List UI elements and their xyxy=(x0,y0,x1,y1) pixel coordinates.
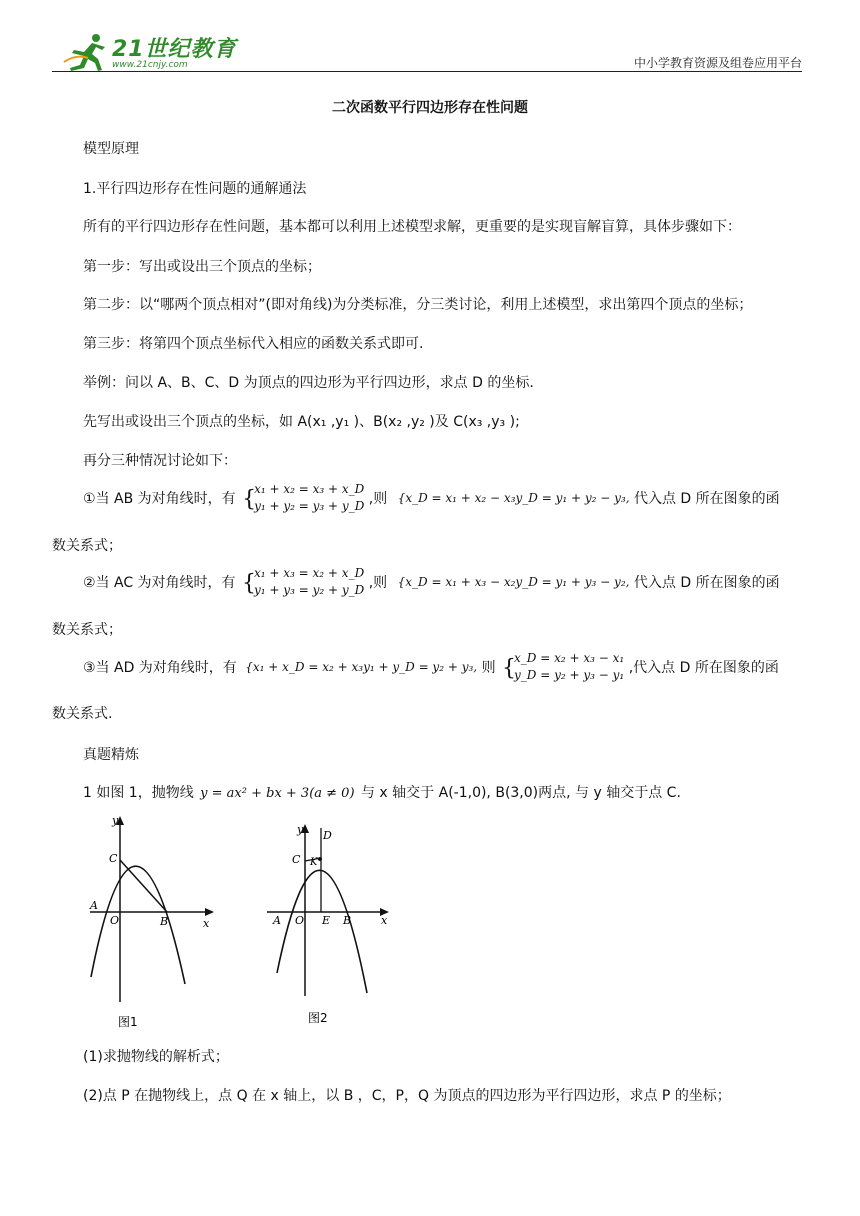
case-ab-eq-x: x₁ + x₂ = x₃ + x_D xyxy=(254,482,365,496)
fig1-label-b: B xyxy=(160,915,169,928)
case-ab-result: {x_D = x₁ + x₂ − x₃y_D = y₁ + y₂ − y₃, xyxy=(397,491,630,505)
case-ad-then: 则 xyxy=(481,660,496,676)
case-ac-then: ,则 xyxy=(368,575,388,591)
page-title: 二次函数平行四边形存在性问题 xyxy=(332,100,528,116)
case-ad-substitute: ,代入点 D 所在图象的函 xyxy=(628,660,779,676)
fig1-parabola xyxy=(91,866,185,984)
fig2-caption: 图2 xyxy=(308,1011,328,1025)
fig2-label-k: K xyxy=(310,857,318,868)
figure-2 xyxy=(265,818,400,1032)
case-ac-result: {x_D = x₁ + x₃ − x₂y_D = y₁ + y₃ − y₂, xyxy=(397,575,630,589)
case-ac-system: { x₁ + x₃ = x₂ + x_D y₁ + y₃ = y₂ + y_D xyxy=(242,566,365,597)
case-ab-then: ,则 xyxy=(368,491,388,507)
logo-text: 21世纪教育 xyxy=(112,37,237,62)
fig2-label-x: x xyxy=(381,914,388,927)
step-three: 第三步：将第四个顶点坐标代入相应的函数关系式即可. xyxy=(83,336,424,352)
logo-url: www.21cnjy.com xyxy=(112,60,188,70)
page-header xyxy=(52,30,802,74)
fig1-segment-cb xyxy=(120,860,167,912)
fig1-caption: 图1 xyxy=(118,1015,138,1029)
fig2-parabola xyxy=(277,870,367,993)
coordinates-text: 先写出或设出三个顶点的坐标，如 A(x₁ ,y₁ )、B(x₂ ,y₂ )及 C(x₃ ,y₃ ); xyxy=(83,414,520,430)
fig2-label-y: y xyxy=(297,823,304,836)
case-ad-system: {x₁ + x_D = x₂ + x₃y₁ + y_D = y₂ + y₃, xyxy=(245,660,478,674)
fig2-label-d: D xyxy=(323,829,332,842)
case-ac-continuation: 数关系式； xyxy=(52,622,122,638)
fig1-label-x: x xyxy=(203,917,210,930)
fig2-label-c: C xyxy=(292,853,301,866)
case-ab-line xyxy=(83,481,780,521)
case-ab-continuation: 数关系式； xyxy=(52,538,122,554)
case-ad-continuation: 数关系式. xyxy=(52,706,113,722)
question-1-part-2: (2)点 P 在抛物线上，点 Q 在 x 轴上，以 B ，C，P，Q 为顶点的四边形为平行四边形，求点 P 的坐标； xyxy=(83,1088,731,1104)
figure-1 xyxy=(85,812,220,1032)
fig1-label-a: A xyxy=(90,899,98,912)
cases-intro: 再分三种情况讨论如下： xyxy=(83,453,237,469)
question-1-statement xyxy=(83,782,681,802)
section-heading-model: 模型原理 xyxy=(83,141,139,157)
case-ab-intro: ①当 AB 为对角线时，有 xyxy=(83,491,236,507)
fig1-label-o: O xyxy=(110,914,120,927)
case-ac-eq-y: y₁ + y₃ = y₂ + y_D xyxy=(254,583,365,597)
question-1-rest: 与 x 轴交于 A(-1,0), B(3,0)两点, 与 y 轴交于点 C. xyxy=(360,785,681,801)
case-ab-system: { x₁ + x₂ = x₃ + x_D y₁ + y₂ = y₃ + y_D xyxy=(242,482,365,513)
case-ac-substitute: 代入点 D 所在图象的函 xyxy=(633,575,780,591)
fig2-label-e: E xyxy=(322,914,331,927)
case-ac-intro: ②当 AC 为对角线时，有 xyxy=(83,575,236,591)
fig2-label-a: A xyxy=(273,914,281,927)
case-ab-substitute: 代入点 D 所在图象的函 xyxy=(633,491,780,507)
example-text: 举例：问以 A、B、C、D 为顶点的四边形为平行四边形，求点 D 的坐标. xyxy=(83,375,534,391)
subsection-heading: 1.平行四边形存在性问题的通解通法 xyxy=(83,181,307,197)
case-ad-res-y: y_D = y₂ + y₃ − y₁ xyxy=(514,668,625,682)
case-ad-result: { x_D = x₂ + x₃ − x₁ y_D = y₂ + y₃ − y₁ xyxy=(502,651,625,682)
fig2-point-k xyxy=(318,857,322,861)
section-heading-practice: 真题精炼 xyxy=(83,747,139,763)
paragraph-intro: 所有的平行四边形存在性问题，基本都可以利用上述模型求解，更重要的是实现盲解盲算，具体步骤如下： xyxy=(83,219,741,235)
header-platform-text: 中小学教育资源及组卷应用平台 xyxy=(633,56,802,70)
fig1-label-y: y xyxy=(112,814,119,827)
runner-logo-icon xyxy=(62,32,110,72)
case-ad-line xyxy=(83,650,779,690)
case-ad-res-x: x_D = x₂ + x₃ − x₁ xyxy=(514,651,625,665)
fig2-label-b: B xyxy=(343,914,352,927)
fig1-label-c: C xyxy=(109,852,118,865)
logo xyxy=(62,32,262,74)
step-one: 第一步：写出或设出三个顶点的坐标； xyxy=(83,259,321,275)
case-ac-eq-x: x₁ + x₃ = x₂ + x_D xyxy=(254,566,365,580)
case-ac-line xyxy=(83,565,780,605)
case-ab-eq-y: y₁ + y₂ = y₃ + y_D xyxy=(254,499,365,513)
question-1-equation: y = ax² + bx + 3(a ≠ 0) xyxy=(200,786,355,801)
fig2-label-o: O xyxy=(295,914,305,927)
question-1-intro: 1 如图 1，抛物线 xyxy=(83,785,194,801)
question-1-part-1: (1)求抛物线的解析式； xyxy=(83,1049,229,1065)
step-two: 第二步：以“哪两个顶点相对”(即对角线)为分类标准，分三类讨论，利用上述模型，求出第四个顶点的坐标； xyxy=(83,297,753,313)
fig1-x-arrow-icon xyxy=(205,908,214,916)
header-divider xyxy=(52,71,802,72)
case-ad-intro: ③当 AD 为对角线时，有 xyxy=(83,660,237,676)
